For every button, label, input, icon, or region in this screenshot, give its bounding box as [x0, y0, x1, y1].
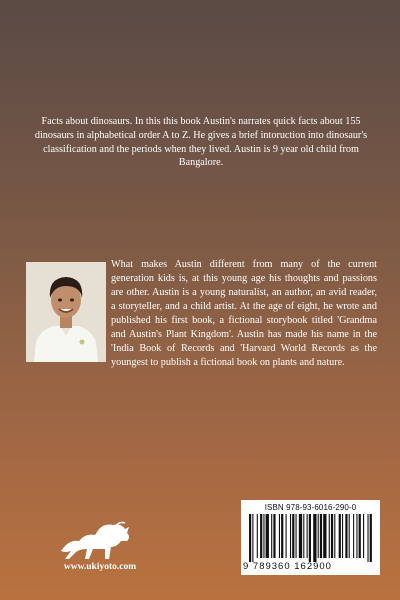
barcode-digits: 9 789360 162900: [243, 561, 332, 572]
author-bio-text: What makes Austin different from many of the current generation kids is, at this young age his thoughts and passions are other. Austin is a young naturalist, an author, an avid reader, a storyteller, and a child artist. At the age of eight, he wrote and published his first book, a fictional storybook titled 'Grandma and Austin's Plant Kingdom'. Austin has made his name in the 'India Book of Records and 'Harvard World Records as the youngest to publish a fictional book on plants and nature.: [111, 259, 377, 368]
author-portrait-icon: [26, 262, 106, 362]
publisher-url: www.ukiyoto.com: [63, 562, 137, 572]
lion-logo-icon: [55, 515, 135, 565]
author-photo: [26, 262, 106, 362]
blurb-text: Facts about dinosaurs. In this this book Austin's narrates quick facts about 155 dinosaurs in alphabetical order A to Z. He gives a brief intoruction into dinosaur's classification and the periods when they lived. Austin is 9 year old child from Bangalore.: [34, 116, 368, 169]
isbn-barcode: [241, 500, 380, 575]
barcode-icon: [249, 514, 373, 562]
isbn-label: ISBN 978-93-6016-290-0: [264, 503, 357, 512]
